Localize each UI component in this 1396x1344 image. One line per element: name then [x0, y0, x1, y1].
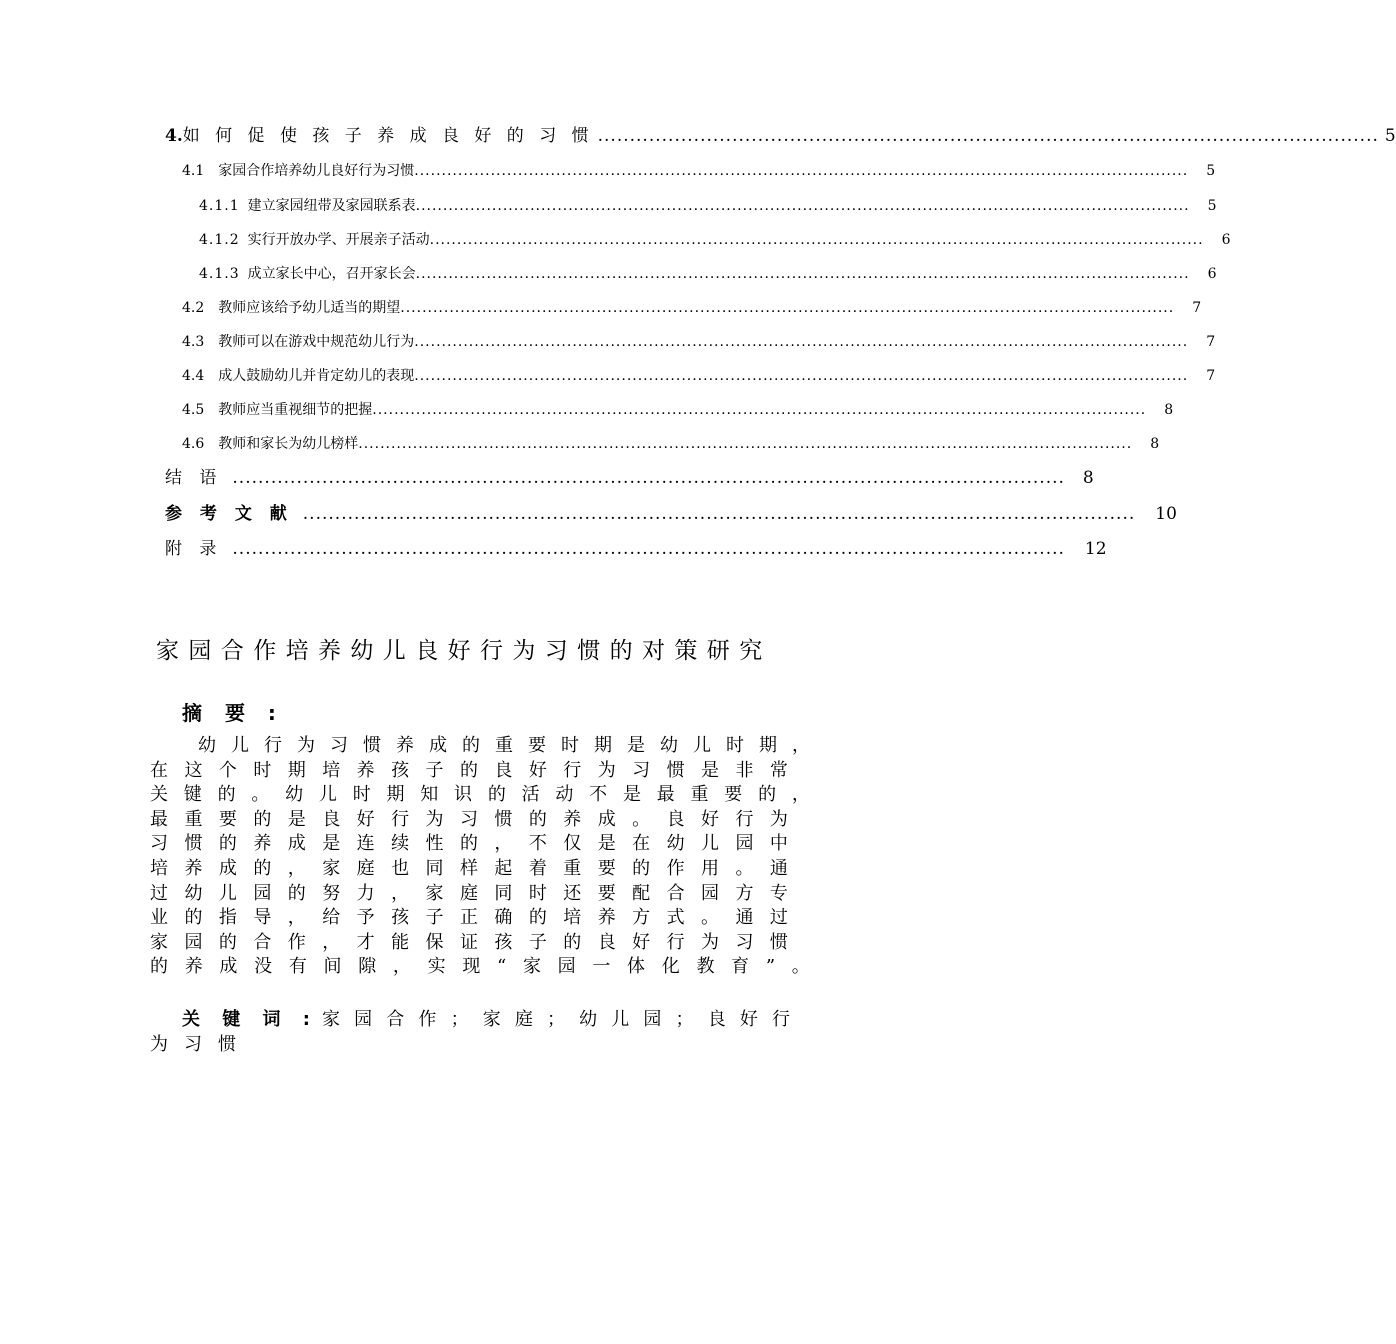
toc-entry[interactable] — [182, 163, 1216, 179]
toc-entry-title: 实行开放办学、开展亲子活动 — [247, 232, 430, 248]
abstract-line: 业 的 指 导 ， 给 予 孩 子 正 确 的 培 养 方 式 。 通 过 — [150, 907, 788, 929]
toc-entry[interactable] — [165, 468, 1094, 488]
toc-leader-dots: .................................................................................................................................. — [302, 504, 1136, 524]
toc-entry-number: 4.4 — [182, 368, 205, 384]
toc-entry-page: 7 — [1192, 300, 1202, 316]
toc-entry-title: 教师可以在游戏中规范幼儿行为 — [218, 334, 415, 350]
keywords-label: 关 键 词 : — [182, 1009, 318, 1030]
toc-entry-title: 家园合作培养幼儿良好行为习惯 — [218, 163, 415, 179]
toc-entry-number: 4.6 — [182, 436, 205, 452]
toc-entry-title: 教师应该给予幼儿适当的期望 — [218, 300, 401, 316]
toc-entry[interactable] — [199, 266, 1217, 282]
toc-entry-page: 5 — [1206, 163, 1216, 179]
toc-entry[interactable] — [165, 539, 1107, 559]
toc-entry-title: 建立家园纽带及家园联系表 — [247, 198, 416, 214]
toc-entry[interactable] — [165, 126, 1396, 146]
toc-entry-title: 参 考 文 献 — [165, 504, 293, 524]
toc-entry-page: 8 — [1082, 468, 1094, 488]
toc-leader-dots: .............................................................................................................................................. — [429, 232, 1204, 248]
toc-entry-page: 8 — [1150, 436, 1160, 452]
toc-entry-page: 12 — [1084, 539, 1107, 559]
toc-entry-number: 4.5 — [182, 402, 205, 418]
toc-entry[interactable] — [165, 504, 1177, 524]
abstract-line: 家 园 的 合 作 ， 才 能 保 证 孩 子 的 良 好 行 为 习 惯 — [150, 931, 788, 953]
toc-entry-number: 4.1.1 — [199, 198, 240, 214]
toc-entry-number: 4.3 — [182, 334, 205, 350]
abstract-label: 摘 要 : — [182, 701, 284, 725]
toc-entry-title: 成人鼓励幼儿并肯定幼儿的表现 — [218, 368, 415, 384]
toc-entry-page: 7 — [1206, 368, 1216, 384]
toc-entry-title: 成立家长中心，召开家长会 — [247, 266, 416, 282]
keywords-text-continued: 为 习 惯 — [150, 1034, 236, 1055]
keywords-text: 家 园 合 作 ； 家 庭 ； 幼 儿 园 ； 良 好 行 — [322, 1009, 790, 1030]
toc-leader-dots: .............................................................................................................................................. — [400, 300, 1175, 316]
abstract-line: 最 重 要 的 是 良 好 行 为 习 惯 的 养 成 。 良 好 行 为 — [150, 808, 788, 830]
toc-leader-dots: .................................................................................................................................. — [232, 539, 1065, 559]
toc-leader-dots: .............................................................................................................................................. — [414, 334, 1189, 350]
toc-leader-dots: .............................................................................................................................................. — [372, 402, 1147, 418]
toc-leader-dots: .................................................................................................................................. — [232, 468, 1065, 488]
document-title: 家园合作培养幼儿良好行为习惯的对策研究 — [156, 638, 772, 664]
toc-entry[interactable] — [182, 436, 1160, 452]
toc-entry[interactable] — [182, 402, 1174, 418]
toc-entry-page: 6 — [1207, 266, 1217, 282]
toc-entry-page: 8 — [1164, 402, 1174, 418]
toc-entry-page: 10 — [1155, 504, 1177, 524]
toc-leader-dots: .............................................................................................................................................. — [358, 436, 1133, 452]
abstract-line: 关 键 的 。 幼 儿 时 期 知 识 的 活 动 不 是 最 重 要 的 ， — [150, 784, 810, 806]
toc-entry-title: 附 录 — [165, 539, 223, 559]
abstract-line: 在 这 个 时 期 培 养 孩 子 的 良 好 行 为 习 惯 是 非 常 — [150, 759, 788, 781]
toc-entry-page: 5 — [1384, 126, 1396, 146]
abstract-line: 幼 儿 行 为 习 惯 养 成 的 重 要 时 期 是 幼 儿 时 期 ， — [198, 735, 810, 756]
toc-leader-dots: .............................................................................................................................................. — [415, 198, 1190, 214]
abstract-line: 培 养 成 的 ， 家 庭 也 同 样 起 着 重 要 的 作 用 。 通 — [150, 858, 788, 879]
toc-entry[interactable] — [199, 232, 1231, 248]
toc-entry-page: 6 — [1221, 232, 1231, 248]
toc-entry-title: 结 语 — [165, 468, 223, 488]
toc-entry-title: 如 何 促 使 孩 子 养 成 良 好 的 习 惯 — [182, 126, 594, 146]
toc-entry[interactable] — [182, 300, 1202, 316]
toc-entry-number: 4.1.3 — [199, 266, 240, 282]
keywords-continuation — [150, 1036, 236, 1054]
toc-entry[interactable] — [182, 334, 1216, 350]
toc-entry[interactable] — [182, 368, 1216, 384]
toc-entry-number: 4.1 — [182, 163, 205, 179]
toc-entry-number: 4.2 — [182, 300, 205, 316]
toc-leader-dots: .............................................................................................................................................. — [414, 368, 1189, 384]
keywords-line — [182, 1011, 790, 1029]
toc-entry[interactable] — [199, 198, 1217, 214]
toc-entry-page: 5 — [1207, 198, 1217, 214]
abstract-line: 过 幼 儿 园 的 努 力 ， 家 庭 同 时 还 要 配 合 园 方 专 — [150, 882, 788, 904]
toc-entry-number: 4. — [165, 126, 183, 146]
toc-leader-dots: .............................................................................................................................................. — [415, 266, 1190, 282]
abstract-line: 的 养 成 没 有 间 隙 ， 实 现 “ 家 园 一 体 化 教 育 ” 。 — [150, 956, 810, 978]
toc-entry-page: 7 — [1206, 334, 1216, 350]
toc-entry-title: 教师应当重视细节的把握 — [218, 402, 373, 418]
toc-entry-number: 4.1.2 — [199, 232, 240, 248]
abstract-line: 习 惯 的 养 成 是 连 续 性 的 ， 不 仅 是 在 幼 儿 园 中 — [150, 833, 788, 855]
toc-leader-dots: .......................................................................................................................... — [597, 126, 1379, 146]
toc-leader-dots: .............................................................................................................................................. — [414, 163, 1189, 179]
toc-entry-title: 教师和家长为幼儿榜样 — [218, 436, 359, 452]
